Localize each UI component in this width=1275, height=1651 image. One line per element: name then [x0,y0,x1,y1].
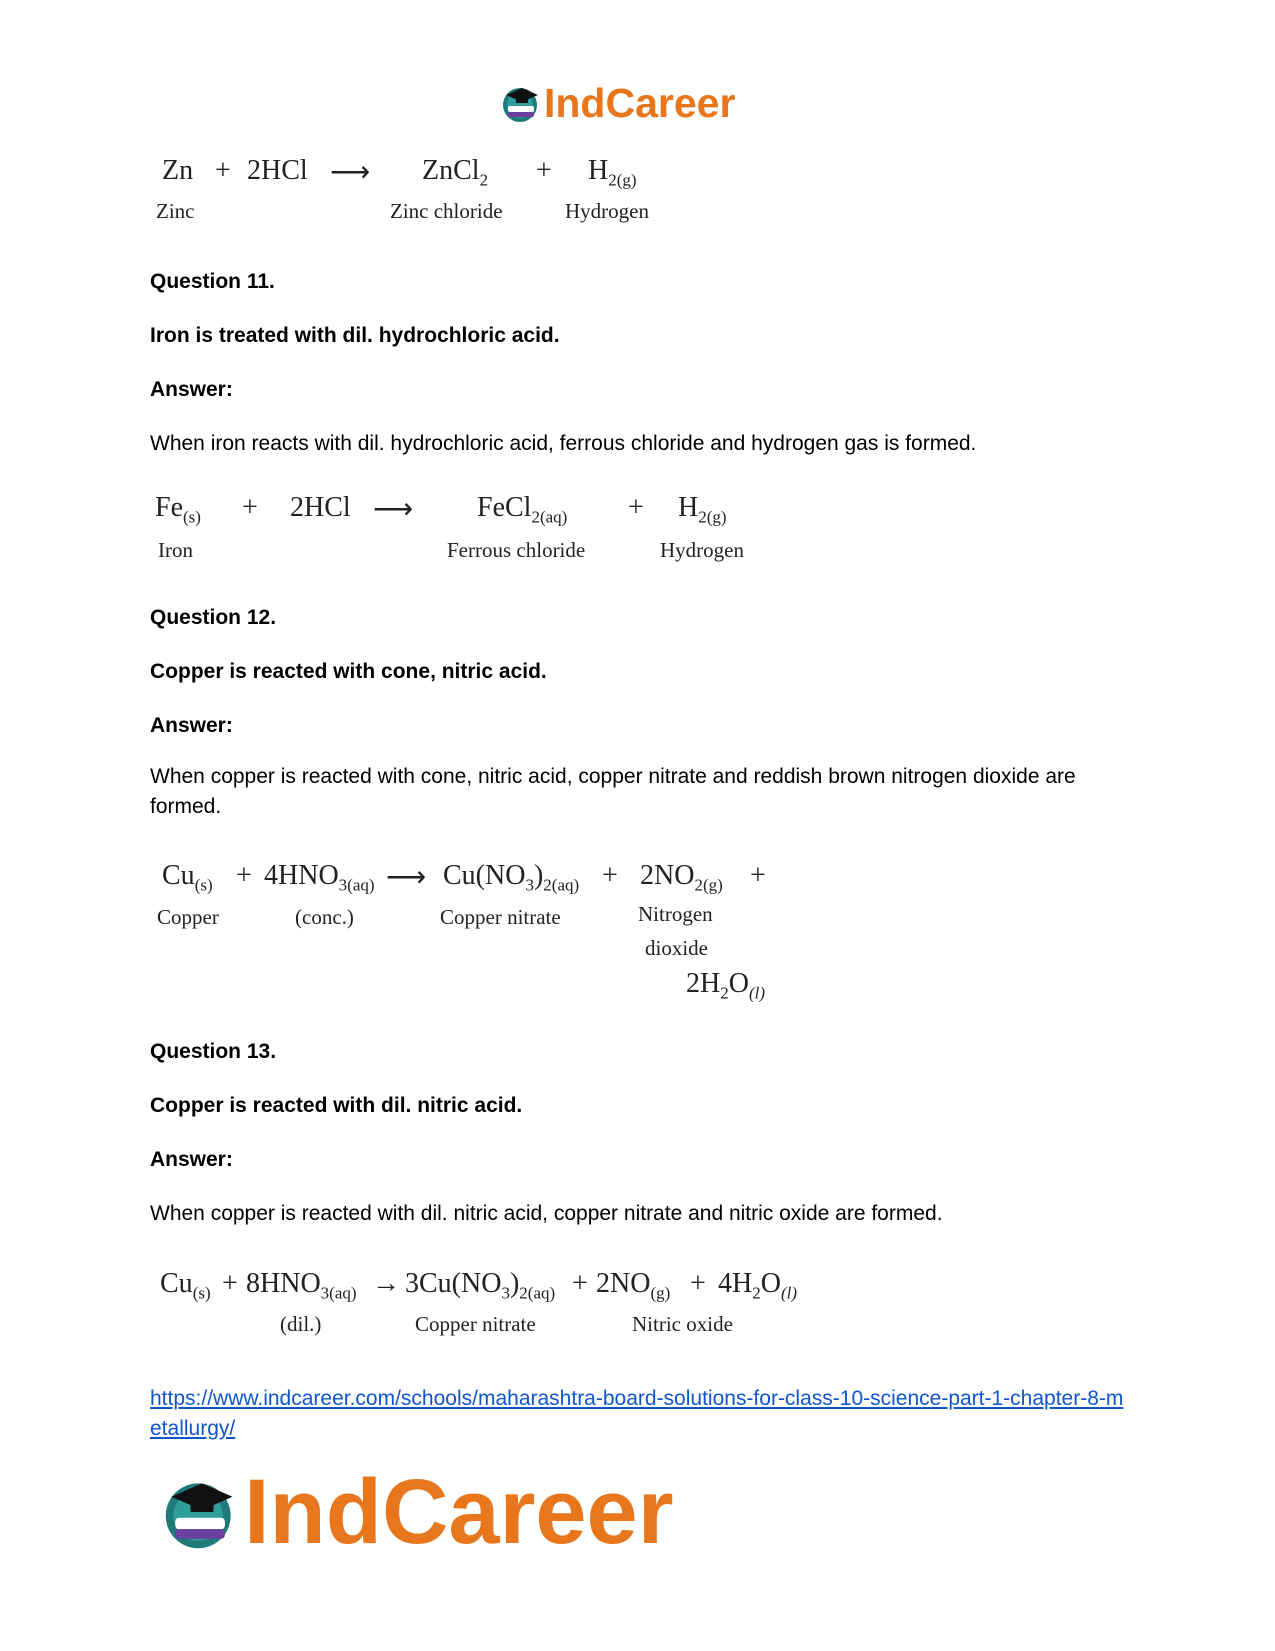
equation-copper-dil [150,1268,830,1348]
formula-h2o: $2H_2O_{(l)}$ [686,968,766,1003]
formula-no: $2NO_{(g)}$ [596,1268,671,1303]
formula-cu: $Cu_{(s)}$ [162,860,213,895]
plus-sign: + [690,1268,706,1299]
label-nitrogen: Nitrogen [638,902,713,926]
plus-sign: + [536,155,552,186]
reaction-arrow: → [372,1268,400,1299]
label-zinc: Zinc [156,199,195,223]
logo-wordmark: IndCareer [544,80,736,126]
question-11-heading: Question 11. [150,270,275,293]
label-iron: Iron [158,538,193,562]
formula-hno3: $4HNO_{3(aq)}$ [264,860,375,895]
question-11-text: Iron is treated with dil. hydrochloric acid. [150,324,560,347]
formula-cu-no3-2: $Cu(NO_3)_{2(aq)}$ [443,860,580,895]
formula-no2: $2NO_{2(g)}$ [640,860,723,895]
label-nitric-oxide: Nitric oxide [632,1312,733,1336]
formula-h2: $H_{2(g)}$ [588,155,637,190]
formula-fe: $Fe_{(s)}$ [155,492,201,527]
label-dioxide: dioxide [645,936,708,960]
label-conc: (conc.) [295,905,354,929]
bottom-logo [160,1462,674,1562]
label-dil: (dil.) [280,1312,322,1336]
reaction-arrow: ⟶ [330,157,371,188]
formula-hno3: $8HNO_{3(aq)}$ [246,1268,357,1303]
plus-sign: + [222,1268,238,1299]
label-copper-nitrate: Copper nitrate [415,1312,536,1336]
label-copper-nitrate: Copper nitrate [440,905,561,929]
formula-h2o: $4H_2O_{(l)}$ [718,1268,798,1303]
reaction-arrow: ⟶ [373,494,414,525]
plus-sign: + [242,492,258,523]
plus-sign: + [236,860,252,891]
formula-zncl2: ZnCl$_2$ [422,155,489,190]
graduation-book-icon [160,1469,244,1555]
source-link[interactable]: https://www.indcareer.com/schools/maharashtra-board-solutions-for-class-10-science-part-1-chapter-8-metallurgy/ [150,1387,1124,1440]
question-12-heading: Question 12. [150,606,277,629]
label-zinc-chloride: Zinc chloride [390,199,503,223]
equation-iron [150,492,770,572]
plus-sign: + [215,155,231,186]
question-12-text: Copper is reacted with cone, nitric acid. [150,660,547,683]
answer-11-label: Answer: [150,378,233,401]
plus-sign: + [628,492,644,523]
top-logo [500,78,735,128]
question-13-heading: Question 13. [150,1040,277,1063]
label-ferrous-chloride: Ferrous chloride [447,538,586,562]
equation-copper-conc [150,860,810,1010]
formula-hcl: 2HCl [247,155,308,186]
plus-sign: + [572,1268,588,1299]
label-copper: Copper [157,905,219,929]
label-hydrogen: Hydrogen [660,538,744,562]
formula-cu: $Cu_{(s)}$ [160,1268,211,1303]
answer-11-text: When iron reacts with dil. hydrochloric acid, ferrous chloride and hydrogen gas is formed. [150,432,977,455]
formula-zn: Zn [162,155,194,186]
plus-sign: + [602,860,618,891]
answer-13-text: When copper is reacted with dil. nitric acid, copper nitrate and nitric oxide are formed. [150,1202,943,1225]
question-13-text: Copper is reacted with dil. nitric acid. [150,1094,523,1117]
formula-cu-no3-2: $3Cu(NO_3)_{2(aq)}$ [405,1268,556,1303]
plus-sign: + [750,860,766,891]
logo-wordmark: IndCareer [244,1461,674,1563]
formula-hcl: 2HCl [290,492,351,523]
answer-12-label: Answer: [150,714,233,737]
graduation-book-icon [500,83,544,123]
formula-h2: $H_{2(g)}$ [678,492,727,527]
reaction-arrow: ⟶ [386,862,427,893]
label-hydrogen: Hydrogen [565,199,649,223]
answer-13-label: Answer: [150,1148,233,1171]
formula-fecl2: FeCl$_{2(aq)}$ [477,492,568,527]
equation-zinc [150,155,710,235]
answer-12-text: When copper is reacted with cone, nitric acid, copper nitrate and reddish brown nitrogen dioxide are formed. [150,765,1076,818]
